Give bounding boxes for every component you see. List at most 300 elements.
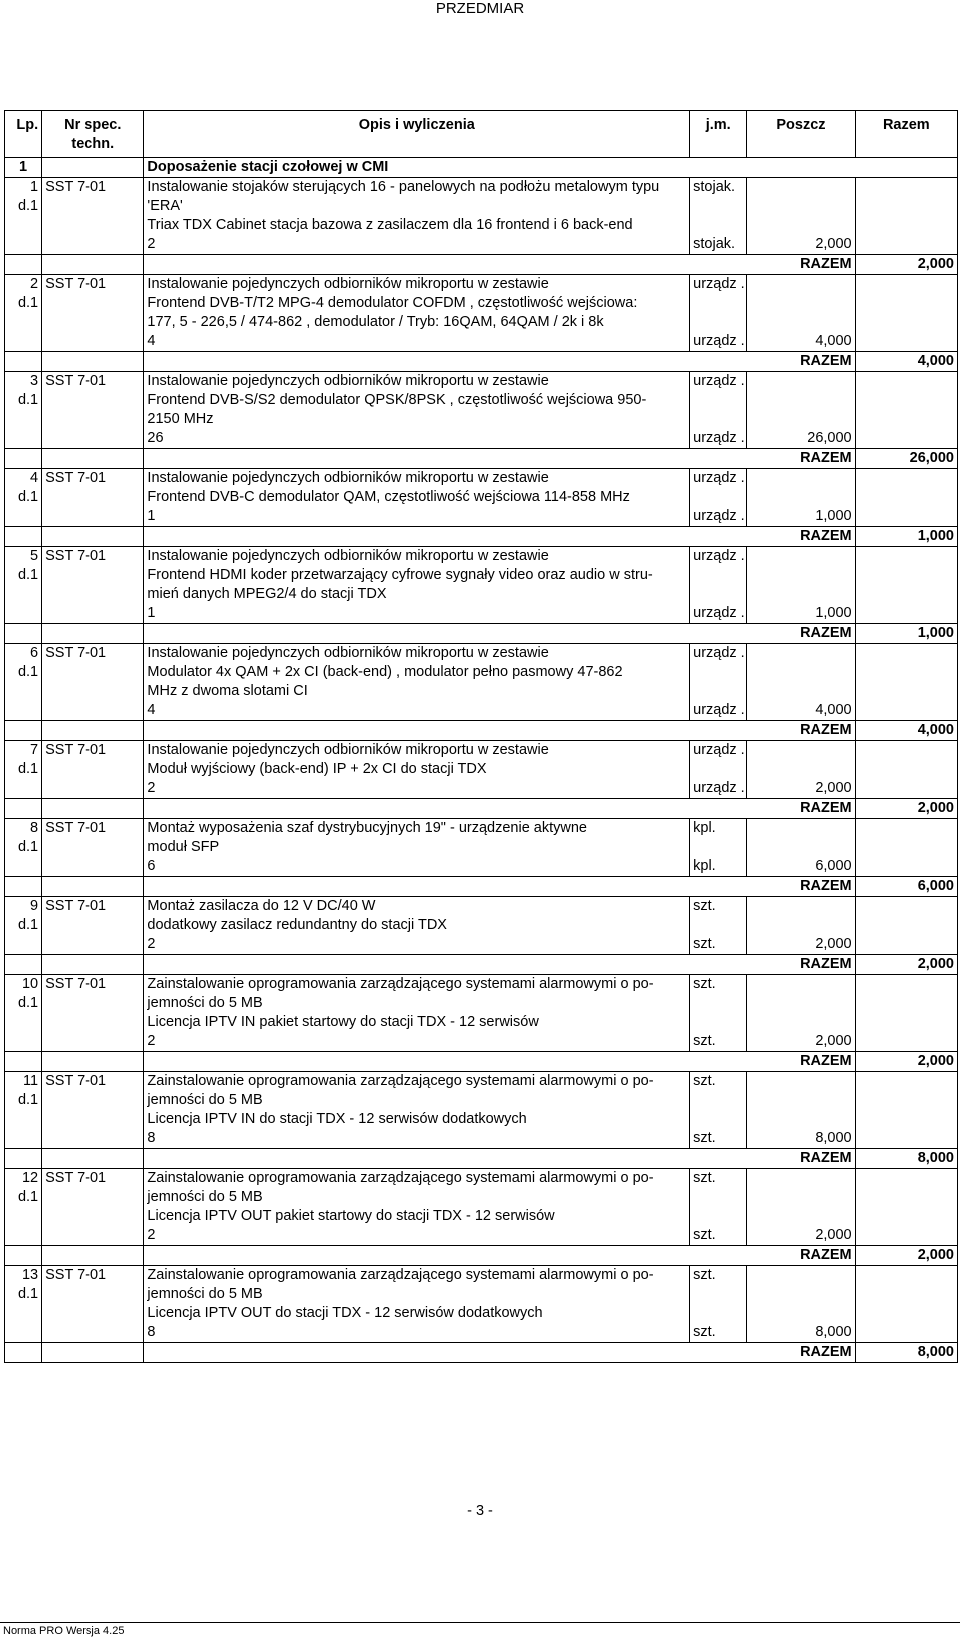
item-unit: urządz . xyxy=(690,332,747,352)
item-description: Montaż wyposażenia szaf dystrybucyjnych 19" - urządzenie aktywne xyxy=(144,819,690,839)
item-poszcz xyxy=(747,663,855,682)
item-spec: SST 7-01 xyxy=(42,975,144,995)
item-razem xyxy=(855,741,957,761)
item-unit xyxy=(690,216,747,235)
item-spec xyxy=(42,197,144,216)
item-poszcz: 26,000 xyxy=(747,429,855,449)
razem-spacer xyxy=(5,527,42,547)
item-razem xyxy=(855,1169,957,1189)
table-row xyxy=(5,663,958,682)
item-razem xyxy=(855,566,957,585)
item-razem xyxy=(855,1129,957,1149)
razem-spacer xyxy=(144,721,690,741)
item-razem xyxy=(855,994,957,1013)
item-spec: SST 7-01 xyxy=(42,897,144,917)
table-row xyxy=(5,1207,958,1226)
item-poszcz: 2,000 xyxy=(747,1032,855,1052)
item-spec: SST 7-01 xyxy=(42,1266,144,1286)
item-lp: d.1 xyxy=(5,391,42,410)
item-poszcz: 2,000 xyxy=(747,779,855,799)
razem-spacer xyxy=(5,799,42,819)
table-row xyxy=(5,469,958,489)
item-unit: kpl. xyxy=(690,857,747,877)
item-poszcz xyxy=(747,585,855,604)
item-spec xyxy=(42,1091,144,1110)
table-row xyxy=(5,975,958,995)
item-razem xyxy=(855,1304,957,1323)
item-razem xyxy=(855,1013,957,1032)
razem-value: 4,000 xyxy=(855,352,957,372)
item-unit xyxy=(690,1207,747,1226)
item-spec xyxy=(42,1226,144,1246)
item-unit: urządz . xyxy=(690,644,747,664)
item-lp: d.1 xyxy=(5,838,42,857)
item-spec: SST 7-01 xyxy=(42,275,144,295)
item-quantity-text: 2 xyxy=(144,1032,690,1052)
item-poszcz xyxy=(747,1188,855,1207)
quantity-row xyxy=(5,779,958,799)
quantity-row xyxy=(5,1323,958,1343)
razem-label: RAZEM xyxy=(747,449,855,469)
item-lp: 5 xyxy=(5,547,42,567)
item-unit xyxy=(690,410,747,429)
item-description: 177, 5 - 226,5 / 474-862 , demodulator / Tryb: 16QAM, 64QAM / 2k i 8k xyxy=(144,313,690,332)
item-poszcz: 8,000 xyxy=(747,1129,855,1149)
item-poszcz xyxy=(747,1169,855,1189)
item-razem xyxy=(855,663,957,682)
item-unit xyxy=(690,663,747,682)
razem-spacer xyxy=(42,352,144,372)
quantity-row xyxy=(5,935,958,955)
razem-spacer xyxy=(5,449,42,469)
item-lp xyxy=(5,216,42,235)
item-unit xyxy=(690,566,747,585)
table-row xyxy=(5,1091,958,1110)
item-spec xyxy=(42,488,144,507)
table-row xyxy=(5,916,958,935)
header-opis: Opis i wyliczenia xyxy=(144,111,690,158)
item-unit xyxy=(690,1110,747,1129)
table-row xyxy=(5,197,958,216)
item-unit: stojak. xyxy=(690,235,747,255)
quantity-row xyxy=(5,1129,958,1149)
item-unit xyxy=(690,294,747,313)
item-razem xyxy=(855,469,957,489)
item-spec: SST 7-01 xyxy=(42,741,144,761)
razem-spacer xyxy=(144,955,690,975)
razem-spacer xyxy=(144,1246,690,1266)
item-razem xyxy=(855,547,957,567)
razem-spacer xyxy=(144,624,690,644)
item-quantity-text: 2 xyxy=(144,935,690,955)
table-row xyxy=(5,216,958,235)
razem-spacer xyxy=(144,352,690,372)
item-unit xyxy=(690,1013,747,1032)
razem-spacer xyxy=(144,1343,690,1363)
razem-row xyxy=(5,1343,958,1363)
item-poszcz xyxy=(747,741,855,761)
item-unit: szt. xyxy=(690,1266,747,1286)
table-row xyxy=(5,760,958,779)
table-row xyxy=(5,566,958,585)
table-row xyxy=(5,1169,958,1189)
item-unit: urządz . xyxy=(690,604,747,624)
razem-label: RAZEM xyxy=(747,527,855,547)
item-description: Montaż zasilacza do 12 V DC/40 W xyxy=(144,897,690,917)
table-row xyxy=(5,1188,958,1207)
item-lp: 10 xyxy=(5,975,42,995)
item-spec xyxy=(42,566,144,585)
razem-row xyxy=(5,624,958,644)
item-razem xyxy=(855,1226,957,1246)
item-poszcz xyxy=(747,197,855,216)
item-razem xyxy=(855,178,957,198)
item-poszcz xyxy=(747,1285,855,1304)
item-unit: urządz . xyxy=(690,701,747,721)
razem-spacer xyxy=(690,255,747,275)
razem-value: 4,000 xyxy=(855,721,957,741)
item-razem xyxy=(855,507,957,527)
item-lp xyxy=(5,779,42,799)
razem-row xyxy=(5,955,958,975)
item-lp: 3 xyxy=(5,372,42,392)
item-description: Frontend DVB-C demodulator QAM, częstotliwość wejściowa 114-858 MHz xyxy=(144,488,690,507)
razem-spacer xyxy=(42,449,144,469)
item-poszcz xyxy=(747,1013,855,1032)
item-spec xyxy=(42,332,144,352)
item-razem xyxy=(855,897,957,917)
table-row xyxy=(5,994,958,1013)
razem-row xyxy=(5,721,958,741)
item-poszcz xyxy=(747,469,855,489)
item-unit xyxy=(690,585,747,604)
item-poszcz: 1,000 xyxy=(747,507,855,527)
item-unit xyxy=(690,313,747,332)
table-row xyxy=(5,838,958,857)
table-row xyxy=(5,819,958,839)
razem-row xyxy=(5,1246,958,1266)
item-lp xyxy=(5,332,42,352)
item-lp: d.1 xyxy=(5,994,42,1013)
item-poszcz xyxy=(747,838,855,857)
razem-spacer xyxy=(690,449,747,469)
razem-spacer xyxy=(690,624,747,644)
item-razem xyxy=(855,1207,957,1226)
item-lp xyxy=(5,682,42,701)
quantity-row xyxy=(5,604,958,624)
item-spec: SST 7-01 xyxy=(42,1072,144,1092)
item-unit: szt. xyxy=(690,975,747,995)
item-poszcz xyxy=(747,819,855,839)
item-poszcz xyxy=(747,178,855,198)
razem-value: 1,000 xyxy=(855,527,957,547)
razem-spacer xyxy=(690,1149,747,1169)
item-poszcz xyxy=(747,372,855,392)
razem-spacer xyxy=(42,255,144,275)
razem-spacer xyxy=(5,1246,42,1266)
item-spec xyxy=(42,235,144,255)
item-lp xyxy=(5,1304,42,1323)
table-row xyxy=(5,488,958,507)
item-poszcz xyxy=(747,294,855,313)
razem-spacer xyxy=(144,1052,690,1072)
razem-spacer xyxy=(42,799,144,819)
item-spec: SST 7-01 xyxy=(42,644,144,664)
header-jm: j.m. xyxy=(690,111,747,158)
item-unit: szt. xyxy=(690,1032,747,1052)
table-body xyxy=(5,158,958,1363)
item-poszcz: 2,000 xyxy=(747,935,855,955)
item-description: moduł SFP xyxy=(144,838,690,857)
item-unit xyxy=(690,391,747,410)
item-razem xyxy=(855,1188,957,1207)
table-row xyxy=(5,1013,958,1032)
item-unit: urządz . xyxy=(690,779,747,799)
item-quantity-text: 6 xyxy=(144,857,690,877)
item-spec xyxy=(42,760,144,779)
item-unit xyxy=(690,682,747,701)
item-poszcz: 4,000 xyxy=(747,701,855,721)
section-number: 1 xyxy=(5,158,42,178)
item-razem xyxy=(855,975,957,995)
item-unit: szt. xyxy=(690,1129,747,1149)
item-poszcz: 2,000 xyxy=(747,1226,855,1246)
razem-label: RAZEM xyxy=(747,352,855,372)
item-lp xyxy=(5,429,42,449)
razem-label: RAZEM xyxy=(747,1052,855,1072)
item-poszcz xyxy=(747,1207,855,1226)
item-poszcz xyxy=(747,1304,855,1323)
item-razem xyxy=(855,372,957,392)
item-spec: SST 7-01 xyxy=(42,469,144,489)
table-row xyxy=(5,1285,958,1304)
item-poszcz xyxy=(747,1110,855,1129)
table-row xyxy=(5,294,958,313)
razem-spacer xyxy=(690,527,747,547)
item-quantity-text: 26 xyxy=(144,429,690,449)
item-poszcz xyxy=(747,975,855,995)
table-row xyxy=(5,1072,958,1092)
item-unit xyxy=(690,1188,747,1207)
item-razem xyxy=(855,488,957,507)
razem-row xyxy=(5,877,958,897)
item-razem xyxy=(855,1072,957,1092)
item-unit: urządz . xyxy=(690,741,747,761)
item-unit: szt. xyxy=(690,935,747,955)
item-unit xyxy=(690,1091,747,1110)
razem-spacer xyxy=(5,721,42,741)
item-razem xyxy=(855,760,957,779)
razem-spacer xyxy=(690,1246,747,1266)
quantity-row xyxy=(5,857,958,877)
item-description: Zainstalowanie oprogramowania zarządzającego systemami alarmowymi o po- xyxy=(144,1266,690,1286)
item-spec xyxy=(42,701,144,721)
item-poszcz xyxy=(747,391,855,410)
item-quantity-text: 1 xyxy=(144,604,690,624)
item-spec xyxy=(42,1110,144,1129)
item-description: MHz z dwoma slotami CI xyxy=(144,682,690,701)
header-poszcz: Poszcz xyxy=(747,111,855,158)
quantity-row xyxy=(5,701,958,721)
page-number: - 3 - xyxy=(467,1503,493,1519)
item-spec xyxy=(42,410,144,429)
razem-spacer xyxy=(42,1052,144,1072)
item-razem xyxy=(855,682,957,701)
item-unit xyxy=(690,760,747,779)
razem-spacer xyxy=(144,449,690,469)
razem-spacer xyxy=(5,1343,42,1363)
item-description: Zainstalowanie oprogramowania zarządzającego systemami alarmowymi o po- xyxy=(144,1169,690,1189)
item-razem xyxy=(855,916,957,935)
item-description: Triax TDX Cabinet stacja bazowa z zasilaczem dla 16 frontend i 6 back-end xyxy=(144,216,690,235)
item-description: Frontend HDMI koder przetwarzający cyfrowe sygnały video oraz audio w stru- xyxy=(144,566,690,585)
item-description: Zainstalowanie oprogramowania zarządzającego systemami alarmowymi o po- xyxy=(144,975,690,995)
item-lp: 1 xyxy=(5,178,42,198)
item-poszcz xyxy=(747,566,855,585)
razem-label: RAZEM xyxy=(747,877,855,897)
razem-label: RAZEM xyxy=(747,1149,855,1169)
razem-label: RAZEM xyxy=(747,799,855,819)
razem-spacer xyxy=(42,877,144,897)
item-razem xyxy=(855,838,957,857)
item-spec xyxy=(42,857,144,877)
item-lp: d.1 xyxy=(5,197,42,216)
item-lp xyxy=(5,410,42,429)
item-unit xyxy=(690,197,747,216)
razem-spacer xyxy=(5,255,42,275)
item-unit: szt. xyxy=(690,1323,747,1343)
razem-value: 2,000 xyxy=(855,1246,957,1266)
item-razem xyxy=(855,313,957,332)
item-razem xyxy=(855,604,957,624)
item-description: Frontend DVB-T/T2 MPG-4 demodulator COFDM , częstotliwość wejściowa: xyxy=(144,294,690,313)
quantity-row xyxy=(5,1226,958,1246)
item-spec xyxy=(42,429,144,449)
item-poszcz xyxy=(747,216,855,235)
razem-spacer xyxy=(42,1246,144,1266)
table-row xyxy=(5,275,958,295)
item-unit xyxy=(690,1304,747,1323)
przedmiar-table xyxy=(4,110,958,1363)
item-razem xyxy=(855,1091,957,1110)
razem-spacer xyxy=(5,1149,42,1169)
razem-spacer xyxy=(690,877,747,897)
item-description: jemności do 5 MB xyxy=(144,1188,690,1207)
item-razem xyxy=(855,235,957,255)
item-description: Instalowanie pojedynczych odbiorników mikroportu w zestawie xyxy=(144,644,690,664)
quantity-row xyxy=(5,429,958,449)
quantity-row xyxy=(5,507,958,527)
razem-row xyxy=(5,255,958,275)
item-quantity-text: 2 xyxy=(144,235,690,255)
table-row xyxy=(5,682,958,701)
item-razem xyxy=(855,429,957,449)
item-poszcz xyxy=(747,897,855,917)
item-spec xyxy=(42,391,144,410)
item-unit: szt. xyxy=(690,1169,747,1189)
item-unit xyxy=(690,994,747,1013)
item-quantity-text: 4 xyxy=(144,332,690,352)
item-description: Instalowanie pojedynczych odbiorników mikroportu w zestawie xyxy=(144,469,690,489)
item-unit: urządz . xyxy=(690,469,747,489)
item-description: Frontend DVB-S/S2 demodulator QPSK/8PSK , częstotliwość wejściowa 950- xyxy=(144,391,690,410)
header-nr-spec: Nr spec. techn. xyxy=(42,111,144,158)
table-row xyxy=(5,372,958,392)
item-spec xyxy=(42,216,144,235)
item-description: Licencja IPTV OUT pakiet startowy do stacji TDX - 12 serwisów xyxy=(144,1207,690,1226)
table-row xyxy=(5,1110,958,1129)
item-spec xyxy=(42,507,144,527)
item-razem xyxy=(855,1285,957,1304)
item-spec xyxy=(42,294,144,313)
item-unit: szt. xyxy=(690,897,747,917)
item-unit xyxy=(690,838,747,857)
item-razem xyxy=(855,701,957,721)
item-razem xyxy=(855,779,957,799)
razem-value: 8,000 xyxy=(855,1149,957,1169)
razem-spacer xyxy=(690,1052,747,1072)
item-lp xyxy=(5,235,42,255)
header-razem: Razem xyxy=(855,111,957,158)
item-description: Instalowanie pojedynczych odbiorników mikroportu w zestawie xyxy=(144,275,690,295)
item-description: Instalowanie pojedynczych odbiorników mikroportu w zestawie xyxy=(144,547,690,567)
quantity-row xyxy=(5,1032,958,1052)
razem-row xyxy=(5,799,958,819)
razem-value: 2,000 xyxy=(855,799,957,819)
razem-spacer xyxy=(42,527,144,547)
item-lp xyxy=(5,1207,42,1226)
item-unit: urządz . xyxy=(690,275,747,295)
item-unit xyxy=(690,1285,747,1304)
item-lp xyxy=(5,701,42,721)
item-spec xyxy=(42,585,144,604)
razem-spacer xyxy=(5,624,42,644)
item-spec xyxy=(42,1032,144,1052)
item-description: dodatkowy zasilacz redundantny do stacji TDX xyxy=(144,916,690,935)
razem-spacer xyxy=(690,1343,747,1363)
item-razem xyxy=(855,391,957,410)
item-razem xyxy=(855,1266,957,1286)
razem-spacer xyxy=(690,955,747,975)
item-poszcz xyxy=(747,488,855,507)
item-lp: d.1 xyxy=(5,1285,42,1304)
item-unit: urządz . xyxy=(690,507,747,527)
razem-spacer xyxy=(5,352,42,372)
header-lp: Lp. xyxy=(5,111,42,158)
item-lp xyxy=(5,585,42,604)
item-unit xyxy=(690,916,747,935)
razem-spacer xyxy=(690,799,747,819)
item-spec xyxy=(42,1285,144,1304)
item-lp xyxy=(5,313,42,332)
item-description: Licencja IPTV OUT do stacji TDX - 12 serwisów dodatkowych xyxy=(144,1304,690,1323)
item-razem xyxy=(855,585,957,604)
item-lp: 12 xyxy=(5,1169,42,1189)
item-description: mień danych MPEG2/4 do stacji TDX xyxy=(144,585,690,604)
item-unit: urządz . xyxy=(690,429,747,449)
item-description: 2150 MHz xyxy=(144,410,690,429)
item-poszcz xyxy=(747,994,855,1013)
razem-spacer xyxy=(42,1343,144,1363)
item-description: Licencja IPTV IN do stacji TDX - 12 serwisów dodatkowych xyxy=(144,1110,690,1129)
item-poszcz xyxy=(747,1072,855,1092)
item-unit: szt. xyxy=(690,1226,747,1246)
item-poszcz: 4,000 xyxy=(747,332,855,352)
razem-spacer xyxy=(42,1149,144,1169)
razem-row xyxy=(5,527,958,547)
item-spec xyxy=(42,1304,144,1323)
razem-value: 2,000 xyxy=(855,955,957,975)
